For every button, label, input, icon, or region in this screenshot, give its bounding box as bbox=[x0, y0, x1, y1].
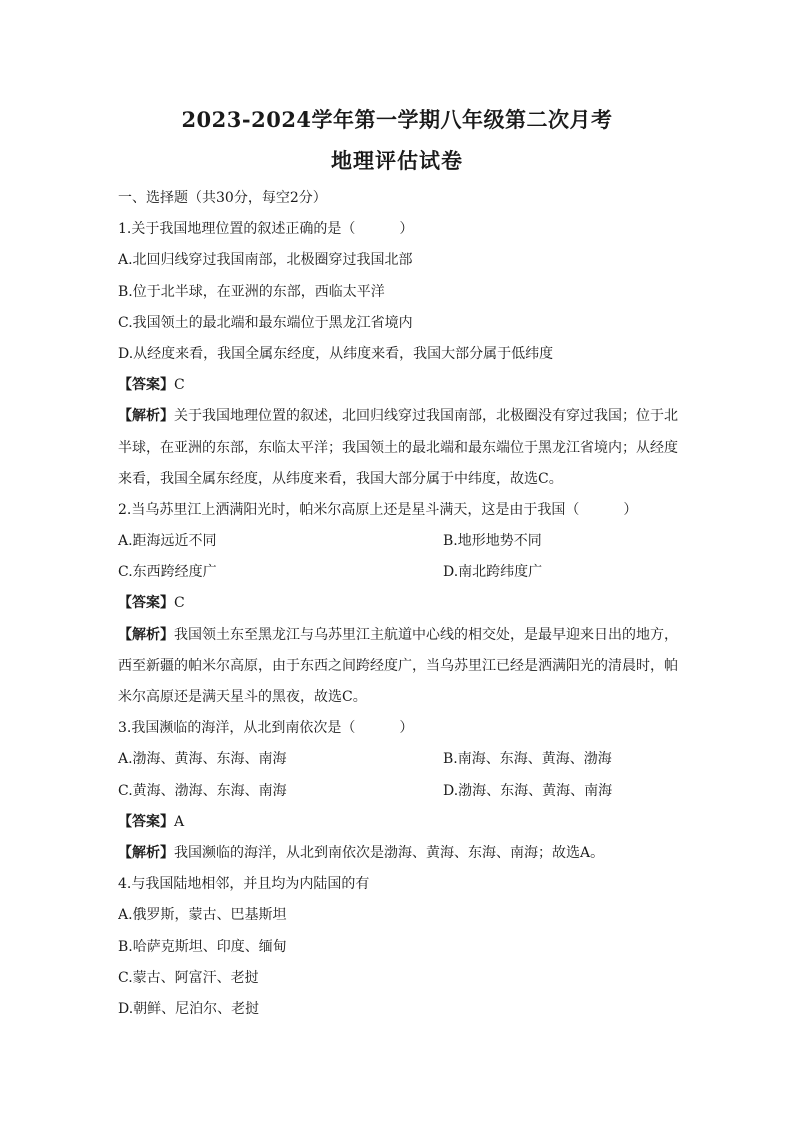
analysis-tag: 【解析】 bbox=[118, 845, 174, 862]
answer-tag: 【答案】 bbox=[118, 813, 174, 830]
q1-analysis: 【解析】关于我国地理位置的叙述，北回归线穿过我国南部，北极圈没有穿过我国；位于北半球，在亚洲的东部，东临太平洋；我国领土的最北端和最东端位于黑龙江省境内；从经度来看，我国全属东经度，从纬度来看，我国大部分属于中纬度，故选C。 bbox=[118, 408, 678, 487]
q3-answer: 【答案】A bbox=[118, 813, 185, 830]
exam-body bbox=[118, 183, 678, 1025]
q3-option-a: A.渤海、黄海、东海、南海 bbox=[118, 751, 287, 768]
question-4-stem: 4.与我国陆地相邻，并且均为内陆国的有 bbox=[118, 876, 370, 893]
q4-option-a: A.俄罗斯，蒙古、巴基斯坦 bbox=[118, 907, 287, 924]
q2-option-b: B.地形地势不同 bbox=[443, 533, 542, 550]
section-heading: 一、选择题（共30分，每空2分） bbox=[118, 190, 327, 206]
q2-option-c: C.东西跨经度广 bbox=[118, 564, 217, 581]
exam-subtitle: 地理评估试卷 bbox=[331, 148, 463, 173]
q3-option-d: D.渤海、东海、黄海、南海 bbox=[443, 782, 613, 799]
q1-answer: 【答案】C bbox=[118, 377, 185, 394]
q3-option-b: B.南海、东海、黄海、渤海 bbox=[443, 751, 612, 768]
analysis-tag: 【解析】 bbox=[118, 626, 174, 643]
q3-analysis: 【解析】我国濒临的海洋，从北到南依次是渤海、黄海、东海、南海；故选A。 bbox=[118, 845, 605, 862]
analysis-tag: 【解析】 bbox=[118, 408, 174, 425]
q1-option-c: C.我国领土的最北端和最东端位于黑龙江省境内 bbox=[118, 314, 413, 331]
q4-option-d: D.朝鲜、尼泊尔、老挝 bbox=[118, 1000, 260, 1017]
q2-option-d: D.南北跨纬度广 bbox=[443, 564, 543, 581]
q2-options-row-2 bbox=[118, 557, 678, 588]
q2-options-row-1 bbox=[118, 526, 678, 557]
question-1-stem: 1.关于我国地理位置的叙述正确的是（ ） bbox=[118, 221, 414, 238]
answer-tag: 【答案】 bbox=[118, 595, 174, 612]
q4-option-b: B.哈萨克斯坦、印度、缅甸 bbox=[118, 938, 287, 955]
q1-option-b: B.位于北半球，在亚洲的东部，西临太平洋 bbox=[118, 283, 385, 300]
exam-title: 2023-2024学年第一学期八年级第二次月考 bbox=[181, 107, 613, 132]
q2-analysis: 【解析】我国领土东至黑龙江与乌苏里江主航道中心线的相交处，是最早迎来日出的地方，西至新疆的帕米尔高原，由于东西之间跨经度广，当乌苏里江已经是洒满阳光的清晨时，帕米尔高原还是满天星斗的黑夜，故选C。 bbox=[118, 626, 678, 706]
q1-option-a: A.北回归线穿过我国南部，北极圈穿过我国北部 bbox=[118, 252, 413, 269]
q1-option-d: D.从经度来看，我国全属东经度，从纬度来看，我国大部分属于低纬度 bbox=[118, 345, 554, 362]
q3-option-c: C.黄海、渤海、东海、南海 bbox=[118, 782, 287, 799]
q3-options-row-1 bbox=[118, 744, 678, 775]
q2-answer: 【答案】C bbox=[118, 595, 185, 612]
q4-option-c: C.蒙古、阿富汗、老挝 bbox=[118, 969, 259, 986]
question-2-stem: 2.当乌苏里江上洒满阳光时，帕米尔高原上还是星斗满天，这是由于我国（ ） bbox=[118, 501, 638, 518]
q3-options-row-2 bbox=[118, 776, 678, 807]
question-3-stem: 3.我国濒临的海洋，从北到南依次是（ ） bbox=[118, 720, 414, 737]
answer-tag: 【答案】 bbox=[118, 377, 174, 394]
q2-option-a: A.距海远近不同 bbox=[118, 533, 217, 550]
